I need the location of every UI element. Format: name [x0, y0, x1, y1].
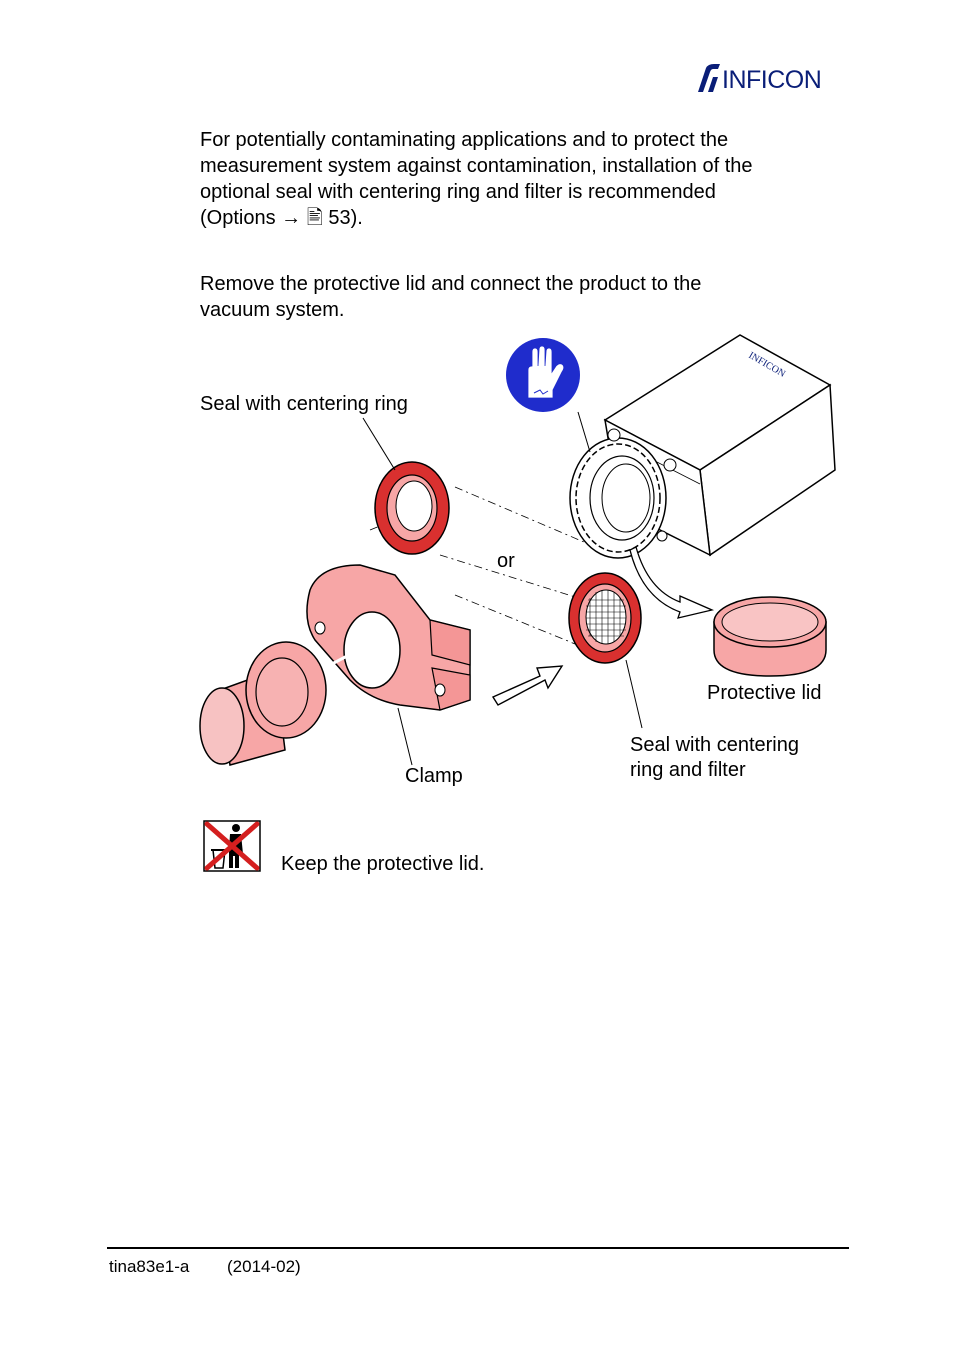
intro-paragraph [200, 127, 840, 231]
do-not-discard-icon [203, 820, 261, 872]
label-clamp: Clamp [405, 765, 463, 787]
inficon-logo-mark-icon [694, 62, 724, 96]
label-or: or [497, 550, 515, 572]
instruction-line: vacuum system. [200, 299, 345, 321]
inficon-logo [694, 62, 846, 96]
seal-filter-ring-icon [569, 573, 641, 663]
label-seal-centering-ring: Seal with centering ring [200, 393, 408, 415]
label-seal-filter-line1: Seal with centering [630, 734, 799, 756]
instruction-paragraph [200, 271, 840, 323]
curved-arrow-icon [630, 547, 712, 618]
flange-pipe-icon [200, 642, 326, 765]
label-seal-filter-line2: ring and filter [630, 759, 746, 781]
note-text: Keep the protective lid. [281, 853, 485, 875]
logo-text: INFICON [722, 66, 822, 94]
device-brand-text: INFICON [746, 350, 788, 380]
protective-lid-icon [714, 597, 826, 676]
label-protective-lid: Protective lid [707, 682, 822, 704]
direction-arrow-icon [493, 666, 562, 705]
footer-divider [107, 1247, 849, 1249]
glove-icon [506, 338, 580, 412]
intro-line: For potentially contaminating applications and to protect the [200, 129, 729, 151]
intro-line: (Options → 🖹 53). [200, 207, 363, 229]
instruction-line: Remove the protective lid and connect the product to the [200, 273, 702, 295]
intro-line: optional seal with centering ring and filter is recommended [200, 181, 716, 203]
footer-doc-code: tina83e1-a [109, 1257, 190, 1276]
footer-date: (2014-02) [227, 1257, 301, 1276]
gauge-device-icon [570, 335, 835, 558]
clamp-icon [307, 565, 470, 710]
intro-line: measurement system against contamination, installation of the [200, 155, 753, 177]
seal-centering-ring-icon [375, 462, 449, 554]
